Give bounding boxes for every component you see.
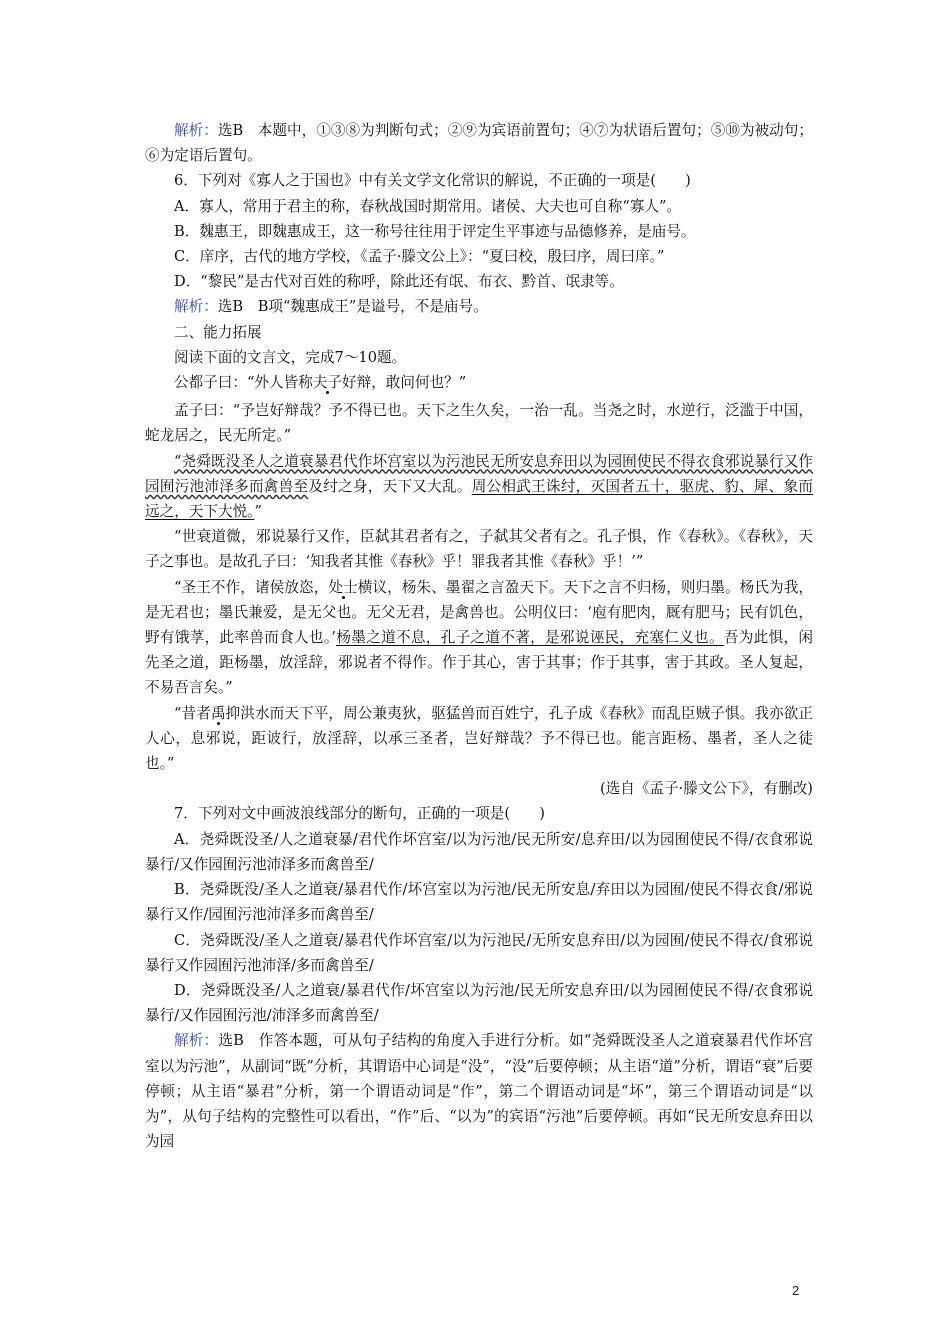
text-run: 及纣之身，天下又大乱。 xyxy=(308,477,472,495)
text-run: ” xyxy=(254,503,262,521)
analysis-text: 选B 本题中，①③⑧为判断句式；②⑨为宾语前置句；④⑦为状语后置句；⑤⑩为被动句；⑥为定语后置句。 xyxy=(145,122,813,165)
analysis-text: 选B 作答本题，可从句子结构的角度入手进行分析。如“尧舜既没圣人之道衰暴君代作坏宫室以为污池”，从副词“既”分析，其谓语中心词是“没”，“没”后要停顿；从主语“道”分析，谓语“衰”后要停顿；从主语“暴君”分析，第一个谓语动词是“作”，第二个谓语动词是“坏”，第三个谓语动词是“以为”，从句子结构的完整性可以看出，“作”后、“以为”的宾语“污池”后要停顿。再如“民无所安息弃田以为园 xyxy=(145,1032,813,1151)
section-title: 二、能力拓展 xyxy=(174,323,262,341)
q5-analysis xyxy=(145,118,813,168)
dotted-term: 处士 xyxy=(328,578,358,596)
q6-option-c: C．庠序，古代的地方学校，《孟子·滕文公上》：“夏曰校，殷曰序，周曰庠。” xyxy=(174,248,665,266)
q6-option-a: A．寡人，常用于君主的称，春秋战国时期常用。诸侯、大夫也可自称“寡人”。 xyxy=(174,197,682,215)
analysis-label: 解析： xyxy=(174,122,218,139)
document-body xyxy=(145,118,813,1154)
passage-paragraph-2: 孟子曰：“予岂好辩哉？予不得已也。天下之生久矣，一治一乱。当尧之时，水逆行，泛滥于中国，蛇龙居之，民无所定。” xyxy=(145,402,813,445)
section-instruction: 阅读下面的文言文，完成7～10题。 xyxy=(174,348,407,366)
passage-paragraph-6 xyxy=(145,701,813,777)
text-run: 好辩，敢问何也？” xyxy=(342,374,467,392)
dotted-term: 禹 xyxy=(210,704,226,722)
text-run: 公都子曰：“外人皆称 xyxy=(174,374,313,392)
q6-option-d: D．“黎民”是古代对百姓的称呼，除此还有氓、布衣、黔首、氓隶等。 xyxy=(174,273,624,291)
text-run: 横议，杨朱、墨翟之言盈天下。天下之言不归杨，则归墨。杨氏为我，是无君也；墨氏兼爱，是无父也。无父无君，是禽兽也。公明仪曰：‘庖有肥肉，厩有肥马；民有饥色，野有饿莩，此率兽而食人也。’ xyxy=(145,578,813,647)
text-run: “昔者 xyxy=(174,704,211,722)
underlined-text: 杨墨之道不息，孔子之道不著，是邪说诬民，充塞仁义也。 xyxy=(336,629,724,647)
underlined-text: 周公相武王诛纣，灭国者五十，驱虎、豹、犀、象而远之，天下大悦。 xyxy=(145,477,813,521)
analysis-text: 选B B项“魏惠成王”是谥号，不是庙号。 xyxy=(217,298,488,316)
q7-option-d: D．尧舜既没圣/人之道衰/暴君代作/坏宫室以为污池/民无所安息弃田/以为园囿使民不得/衣食邪说暴行/又作园囿污池/沛泽多而禽兽至/ xyxy=(145,981,813,1025)
q6-stem: 6．下列对《寡人之于国也》中有关文学文化常识的解说，不正确的一项是( ) xyxy=(174,172,691,190)
text-run: 抑洪水而天下平，周公兼夷狄，驱猛兽而百姓宁，孔子成《春秋》而乱臣贼子惧。我亦欲正人心，息邪说，距诐行，放淫辞，以承三圣者，岂好辩哉？予不得已也。能言距杨、墨者，圣人之徒也。” xyxy=(145,704,813,773)
passage-paragraph-4: “世衰道微，邪说暴行又作，臣弑其君者有之，子弑其父者有之。孔子惧，作《春秋》。《春秋》，天子之事也。是故孔子曰：‘知我者其惟《春秋》乎！罪我者其惟《春秋》乎！’” xyxy=(145,528,813,571)
text-run: 吾为此惧，闲先圣之道，距杨墨，放淫辞，邪说者不得作。作于其心，害于其事；作于其事，害于其政。圣人复起，不易吾言矣。” xyxy=(145,629,813,697)
q7-option-c: C．尧舜既没/圣人之道衰/暴君代作坏宫室/以为污池民/无所安息弃田/以为园囿/使民不得衣/食邪说暴行又作园囿污池沛泽/多而禽兽至/ xyxy=(145,931,813,974)
q7-option-b: B．尧舜既没/圣人之道衰/暴君代作/坏宫室以为污池/民无所安息/弃田以为园囿/使民不得衣食/邪说暴行又作/园囿污池沛泽多而禽兽至/ xyxy=(145,881,813,924)
wavy-underlined-text: “尧舜既没圣人之道衰暴君代作坏宫室以为污池民无所安息弃田以为园囿使民不得衣食邪说暴行又作园囿污池沛泽多而禽兽至 xyxy=(145,452,813,495)
q7-option-a: A．尧舜既没圣/人之道衰暴/君代作坏宫室/以为污池/民无所安/息弃田/以为园囿使民不得/衣食邪说暴行/又作园囿污池沛泽多而禽兽至/ xyxy=(145,830,813,873)
q6-option-b: B．魏惠王，即魏惠成王，这一称号往往用于评定生平事迹与品德修养，是庙号。 xyxy=(174,222,696,240)
text-run: “圣王不作，诸侯放恣， xyxy=(174,578,329,596)
q6-analysis xyxy=(145,294,813,319)
passage-paragraph-5 xyxy=(145,575,813,701)
passage-paragraph-1 xyxy=(145,370,813,395)
analysis-label: 解析： xyxy=(174,1032,219,1050)
passage-source: (选自《孟子·滕文公下》，有删改) xyxy=(599,780,813,798)
analysis-label: 解析： xyxy=(174,298,218,316)
page-number: 2 xyxy=(792,1283,800,1298)
q7-analysis xyxy=(145,1028,813,1154)
dotted-term: 夫子 xyxy=(312,374,343,392)
passage-paragraph-3 xyxy=(145,449,813,525)
q7-stem: 7．下列对文中画波浪线部分的断句，正确的一项是( ) xyxy=(174,805,545,823)
